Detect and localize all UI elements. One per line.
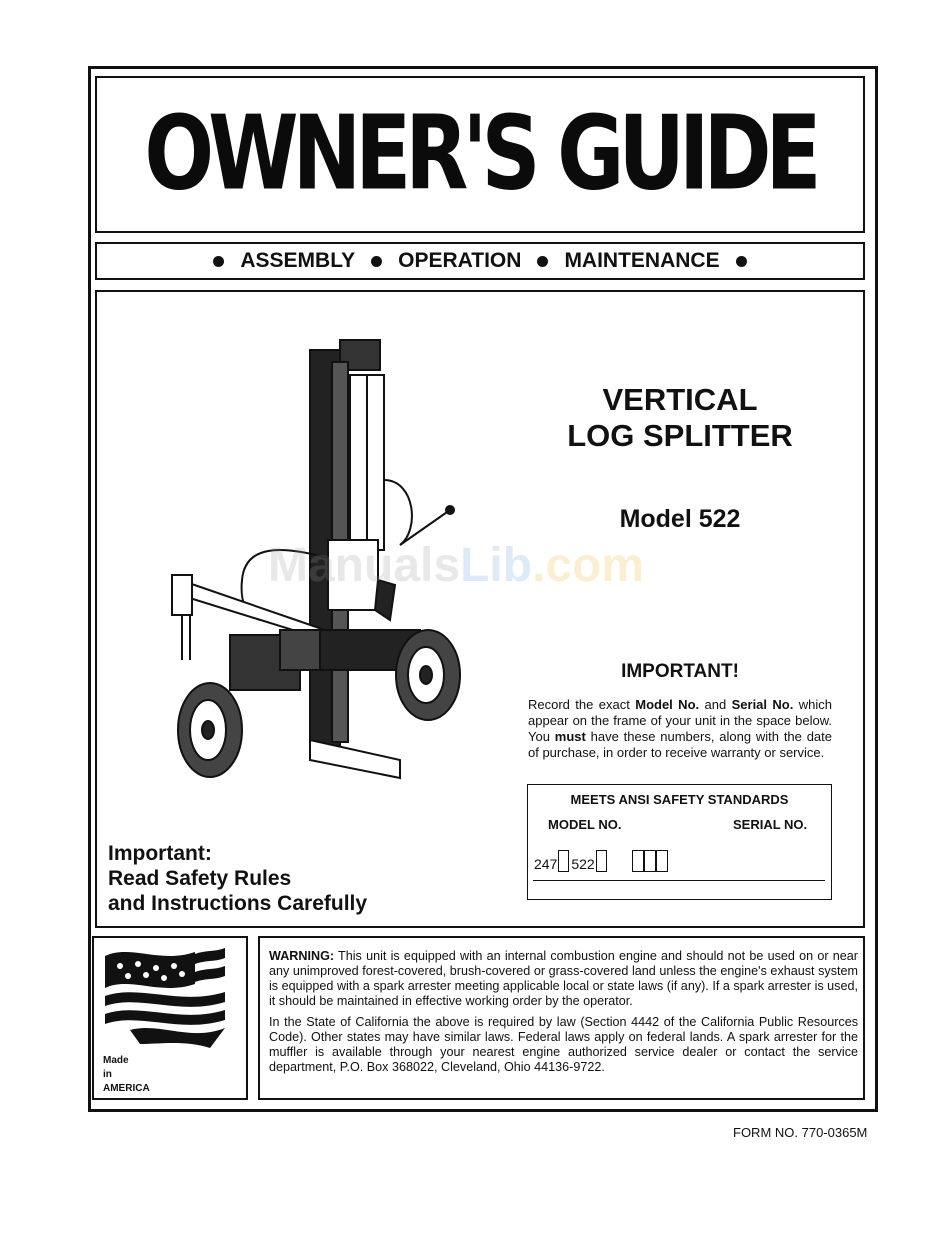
made-in-america-label: Made in AMERICA [103, 1055, 150, 1094]
model-prefix-522: 522 [571, 856, 595, 872]
ansi-title: MEETS ANSI SAFETY STANDARDS [570, 792, 789, 807]
form-number: FORM NO. 770-0365M [733, 1125, 868, 1140]
bullet-icon [537, 256, 548, 267]
warning-label: WARNING: [269, 949, 335, 963]
flag-icon [100, 944, 230, 1049]
bullet-icon [213, 256, 224, 267]
important-title: IMPORTANT! [621, 661, 739, 682]
warning-paragraph-2: In the State of California the above is required by law (Section 4442 of the California Public Resources Code). Other states may have similar laws. Federal laws apply on federal lands. A spark arrester for the muffler is available through your nearest engine authorized service dealer or contact the service department, P.O. Box 368022, Cleveland, Ohio 44136-9722. [269, 1015, 858, 1074]
band-item-operation: OPERATION [398, 249, 522, 272]
safety-notice: Important: Read Safety Rules and Instructions Carefully [108, 842, 368, 915]
warning-paragraph-1: WARNING: This unit is equipped with an internal combustion engine and should not be used on or near any unimproved forest-covered, brush-covered or grass-covered land unless the engine's exhaust system is equipped with a spark arrester meeting applicable local or state laws (if any). If a spark arrester is used, it should be maintained in effective working order by the operator. [269, 949, 858, 1008]
bullet-icon [371, 256, 382, 267]
serial-digit-box [656, 850, 668, 872]
model-number-field [534, 850, 609, 872]
page-title: OWNER'S GUIDE [144, 94, 816, 214]
band-item-assembly: ASSEMBLY [240, 249, 356, 272]
product-heading [530, 382, 830, 454]
serial-number-field [632, 850, 668, 872]
serial-no-label: SERIAL NO. [733, 817, 808, 832]
model-prefix-247: 247 [534, 856, 558, 872]
model-digit-box [558, 850, 569, 872]
bullet-icon [736, 256, 747, 267]
serial-digit-box [644, 850, 656, 872]
model-no-label: MODEL NO. [548, 817, 622, 832]
warning-text [269, 949, 858, 1081]
band-item-maintenance: MAINTENANCE [564, 249, 720, 272]
heading-line-1: VERTICAL [602, 382, 758, 417]
model-label: Model 522 [619, 505, 741, 533]
record-instructions: Record the exact Model No. and Serial No. which appear on the frame of your unit in the space below. You must have these numbers, along with the date of purchase, in order to receive warranty or service. [528, 697, 833, 760]
serial-underline [533, 880, 825, 881]
model-digit-box [596, 850, 607, 872]
topic-band [95, 242, 865, 280]
watermark: ManualsLib.com [268, 539, 645, 592]
heading-line-2: LOG SPLITTER [567, 418, 793, 453]
serial-digit-box [632, 850, 644, 872]
